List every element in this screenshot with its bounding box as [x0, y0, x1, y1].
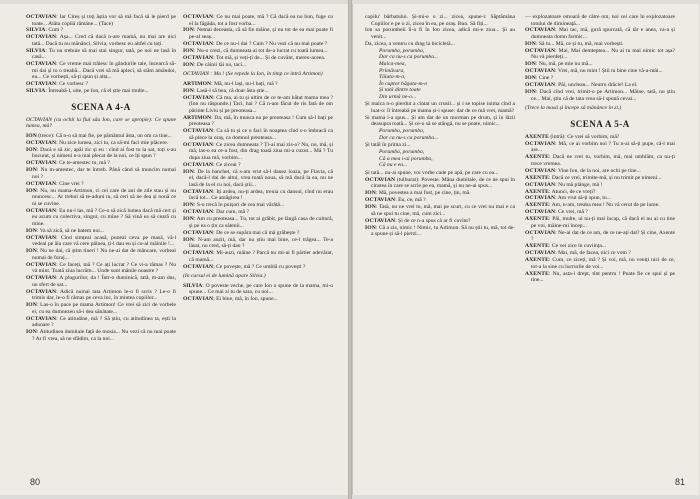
dialogue-line [183, 296, 333, 303]
speaker-name: OCTAVIAN [183, 128, 214, 135]
speaker-name: AXENTE [525, 270, 549, 277]
dialogue-text: : Nemai deceasta, că să fie mâine, și nu tot de ea mai poate fi pe-al seaș... [189, 27, 333, 41]
dialogue-line [26, 289, 176, 302]
dialogue-text: : Tot mă, și veți-ți de... Și de cuvânt, mereu-aceea. [213, 54, 326, 61]
speaker-name: OCTAVIAN [26, 14, 57, 20]
dialogue-line [26, 27, 176, 34]
speaker-name: OCTAVIAN [183, 14, 214, 20]
dialogue-text: : Am, n-am, treaba mea ! Nu vă cerut de pe lume. [548, 202, 660, 209]
dialogue-line [26, 248, 176, 261]
dialogue-line [26, 14, 176, 27]
dialogue-line [365, 142, 515, 149]
speaker-name: AXENTE [525, 133, 549, 140]
dialogue-line [26, 235, 176, 248]
dialogue-text: Da, zicea, a ventru cu drag la bicicletă... [365, 40, 455, 47]
dialogue-line [183, 216, 333, 229]
dialogue-text: : Da, mă, în munca ea pe preoteasa ! Cum să-l bați pe preoteasa ? [189, 114, 333, 128]
dialogue-line [525, 61, 675, 68]
dialogue-line [525, 209, 675, 216]
dialogue-text: : De ce se supăra mai că mă grăbește ? [213, 229, 300, 236]
dialogue-line [183, 128, 333, 141]
speaker-name: ION [183, 202, 194, 209]
left-column-1 [26, 14, 176, 343]
dialogue-line [183, 142, 333, 162]
speaker-name: OCTAVIAN [183, 296, 214, 303]
dialogue-line [365, 101, 515, 114]
speaker-name: OCTAVIAN [26, 315, 57, 322]
dialogue-line [26, 228, 176, 235]
dialogue-text: : Va să zică, să ne batem noi... [36, 227, 105, 234]
speaker-name: OCTAVIAN [525, 229, 556, 236]
dialogue-text: : S-o trecă în puișori de cea mai vărâtă... [193, 202, 285, 209]
dialogue-line [183, 48, 333, 55]
speaker-name: OCTAVIAN [183, 250, 214, 257]
dialogue-text: : Dacă cînd vrei, trimit-o pe Artimon... Mâine, tată, nu știu ce... Mai, știu că de tata vrea să-l spună cevai... [531, 89, 675, 102]
left-page [0, 4, 349, 495]
dialogue-line [525, 182, 675, 189]
dialogue-text: : Ce vorbesc ? [56, 81, 88, 88]
dialogue-line [183, 27, 333, 40]
dialogue-text: : Ca să tu și ce o faci în noaptea cînd s-o îmbracă ca să plece la oraș, ca domnul preoteasa... [189, 128, 333, 141]
dialogue-text: : Mai tac, mă, gură spurcată, că tăr e anea, va-a și dumneata domn farmic... [531, 27, 675, 41]
dialogue-line [525, 175, 675, 182]
speaker-name: ION [183, 61, 194, 68]
speaker-name: AXENTE [525, 188, 549, 195]
dialogue-text: : Păi, uncleau... Neutru drăcie! La el. [555, 82, 638, 89]
dialogue-text: : De ce nu-i dai ? Cum ? Nu vezi că nu mai poate ? [213, 40, 328, 47]
speaker-name: SILVIA [26, 47, 46, 54]
dialogue-text: : Vrei, mă, nu mint ! Știi tu bine cine vă-a-ntâi... [555, 68, 663, 75]
speaker-name: OCTAVIAN [26, 180, 57, 187]
speaker-name: ION [183, 27, 194, 34]
dialogue-line [26, 61, 176, 81]
dialogue-text: : Și de ce n-a spus că ar fi cuvînt? [395, 217, 471, 224]
verse-block: Porumba, porumba, Că a mea i-ai porumba, Că nu e ea... [379, 149, 433, 169]
stage-direction: (Trece la masă și începe să mănânce în zi.) [525, 105, 622, 112]
dialogue-line [183, 62, 333, 69]
speaker-name: OCTAVIAN [525, 47, 556, 54]
speaker-name: OCTAVIAN [183, 94, 214, 101]
dialogue-text: : Nu, nu mama-Artimon, ci cei care de ani de zile stau și nu muncesc... Ar trebui să te-aduni tu, să ceri să ne dea și nouă ce ni se cuvine. [32, 187, 176, 207]
dialogue-line [183, 95, 333, 115]
dialogue-line [26, 208, 176, 228]
dialogue-line [365, 14, 515, 27]
dialogue-line [183, 88, 333, 95]
dialogue-line [26, 316, 176, 329]
dialogue-line [183, 41, 333, 48]
dialogue-line [525, 257, 675, 270]
dialogue-text: : Nu, asta-i drept, tînt pentru ! Poate fie ce spui și pe tine... [531, 270, 675, 284]
dialogue-text: : Atunci, de ce vreți? [548, 188, 596, 195]
dialogue-line [365, 190, 515, 197]
dialogue-line [525, 243, 675, 250]
dialogue-text: Ion sa porumbeii îi-o fi în Ion zicea, adică mi-e ziua... Și au venit... [365, 27, 515, 41]
speaker-name: OCTAVIAN [26, 261, 57, 268]
speaker-name: OCTAVIAN [26, 34, 57, 41]
speaker-name: ION [525, 40, 536, 47]
stage-direction: OCTAVIAN : Ma ! (Se repede la Ion, în timp ce intră Artimon) [183, 71, 323, 78]
dialogue-text: : Cînd simțeai acasă, puneai ceva pe masă, vă-l vedeai pe ăla care vă cere pâinea, ți-l dau eu și cu-al mâinile !... [32, 234, 176, 248]
speaker-name: OCTAVIAN [183, 141, 214, 148]
dialogue-line [525, 168, 675, 175]
dialogue-line [365, 225, 515, 238]
dialogue-line [525, 189, 675, 196]
dialogue-line [183, 81, 333, 88]
dialogue-text: : Că a zis, nimic ! Nimic, tu Artimon. Să nu știi tu, mă, tot de-a spune și să-l pierzi... [371, 224, 515, 238]
speaker-name: ION [365, 204, 376, 211]
dialogue-line [525, 14, 675, 27]
speaker-name: ION [26, 302, 37, 309]
speaker-name: OCTAVIAN [365, 217, 396, 224]
dialogue-text: : Ce nu mai poate, mă ? Că dacă ea nu bun, fuge cu el la fâgăda, tot a fost vorba... [189, 14, 333, 27]
speaker-name: ION [183, 168, 194, 175]
dialogue-line [525, 271, 675, 284]
dialogue-line [525, 41, 675, 48]
dialogue-line [525, 134, 675, 141]
dialogue-line [26, 147, 176, 160]
speaker-name: ION [183, 236, 194, 243]
page-number-left: 80 [30, 477, 41, 487]
dialogue-text: : Cine ? [535, 75, 554, 82]
dialogue-text: : Eu, ce, mă ? [395, 197, 426, 204]
speaker-name: OCTAVIAN [183, 188, 214, 195]
dialogue-text: : Iți ardea, nu-ți ardea, treuia cu dansul, cînd nu erau încă tot... Ce amăgirea ! [189, 188, 333, 202]
dialogue-text: : De câinii tăi nu, taci... [193, 61, 247, 68]
speaker-name: AXENTE [525, 174, 549, 181]
speaker-name: OCTAVIAN [26, 207, 57, 214]
dialogue-text: : Așa... Cred că dacă n-are mamă, nu mai are nici tată... Dacă tu nu mănânci, Silvia, vorbesc eu altfel cu toți. [32, 34, 176, 47]
speaker-name: ION [26, 248, 37, 255]
stage-direction: OCTAVIAN (cu ochii la fiul său Ion, care se apropie): Ce spune lumea, mă? [26, 116, 176, 130]
verse-block: Porumba, porumba, Dar ca nu-s ca porumba... Maica-mea, Primăvara, Tăiata-m-o, În cuptor băgata-m-o Și tată dintre toate Din urmă ne-o... [379, 47, 439, 100]
speaker-name: OCTAVIAN [525, 209, 556, 216]
speaker-name: ARTIMON [183, 80, 212, 87]
dialogue-line [26, 88, 176, 95]
speaker-name: ION [183, 216, 194, 223]
dialogue-text: : Ce vrei, mă ? [555, 209, 588, 216]
dialogue-text: : Ne-ai dat de ce am, de ce ne-ați dat? Și cine, Axente ? [531, 229, 675, 243]
speaker-name: ION [26, 133, 37, 139]
speaker-name: OCTAVIAN [525, 140, 556, 147]
speaker-name: OCTAVIAN [365, 197, 396, 204]
dialogue-line [26, 181, 176, 188]
dialogue-text: : Nu m-amestec, dar te întreb. Până când să muncim numai noi ? [32, 167, 176, 180]
dialogue-text: : Iar Cireș și toți ăștia vor să mă facă să le pierd pe toate... Atâta copilă rămâne... (Tace) [32, 14, 176, 27]
dialogue-text: : Atitudinea dumitale față de mosia... Nu vezi că nu mai poate ? Ar fi vrea, să ne sfădim, ca la noi... [32, 329, 176, 342]
dialogue-line [26, 48, 176, 61]
dialogue-line [525, 195, 675, 202]
dialogue-line [525, 141, 675, 154]
speaker-name: AXENTE [525, 202, 549, 209]
dialogue-line [183, 162, 333, 169]
dialogue-text: Și tatăl în prima zi... [365, 142, 411, 149]
dialogue-text: : Tu nu trebuie să mai stai singur, tată, pe noi ne lasă în casă... [32, 47, 176, 61]
dialogue-line [365, 218, 515, 225]
speaker-name: OCTAVIAN [26, 275, 57, 282]
speaker-name: OCTAVIAN [183, 209, 214, 216]
speaker-name: SILVIA [183, 282, 203, 289]
dialogue-text: : Mă, povestea a mai fost, pe cine, țin, mă. [375, 190, 471, 197]
dialogue-text: : Cum ? [45, 27, 64, 34]
dialogue-line [183, 250, 333, 263]
dialogue-text: : Cine vrei ? [56, 180, 84, 187]
speaker-name: OCTAVIAN [525, 250, 556, 257]
dialogue-text: : Mă, nu-l lași, nu-l bați, mă ? [211, 80, 278, 87]
dialogue-line [26, 34, 176, 47]
dialogue-line [525, 250, 675, 257]
dialogue-text: : Ce vei zice în cuviința... [548, 243, 607, 250]
dialogue-line [26, 275, 176, 288]
dialogue-line [26, 81, 176, 88]
dialogue-text: : Lasă-l să bea, că doar ăsta știe... [193, 87, 269, 94]
dialogue-line [183, 209, 333, 216]
speaker-name: SILVIA [26, 27, 46, 34]
dialogue-text: : Dacă e să zic, apăi zic și eu : cînd ai fost tu la sat, toți s-au bucurat, și nimeni n-a mai plecat de la noi, ce îți spun ? [32, 146, 176, 160]
speaker-name: OCTAVIAN [26, 139, 57, 146]
dialogue-line [26, 329, 176, 342]
speaker-name: OCTAVIAN [183, 161, 214, 168]
speaker-name: AXENTE [525, 243, 549, 250]
scene-heading: SCENA A 5-A [570, 118, 630, 129]
speaker-name: OCTAVIAN [365, 176, 396, 183]
dialogue-line [26, 302, 176, 315]
dialogue-line [365, 27, 515, 40]
speaker-name: OCTAVIAN [26, 288, 57, 295]
speaker-name: OCTAVIAN [183, 40, 214, 47]
speaker-name: OCTAVIAN [183, 54, 214, 61]
dialogue-line [525, 48, 675, 61]
speaker-name: ION [183, 87, 194, 94]
dialogue-line [525, 202, 675, 209]
speaker-name: OCTAVIAN [26, 160, 57, 167]
dialogue-line [365, 41, 515, 48]
dialogue-text: : O poveste veche, pe care Ion o spune de la mama, mi-o spune... Ce mai zi tu de sara, cu noi... [189, 282, 333, 296]
dialogue-text: : Ce ziceai ? [213, 161, 241, 168]
dialogue-text: copilu' bărbatului. Și-mi-e o zi... zicea, spune-i: Săptămâna Copiilor e pe o zi, zicea în ea, pe oraș. Bun. Să fiți... [365, 14, 515, 27]
dialogue-text: : Întreabă-l, uite, pe Ion, că el știe mai multe... [45, 88, 149, 95]
dialogue-text: : Ce zicea dumneata ? Ți-ai mai zis-o? Nu, nu, mă, și mă, las-o ea ce-a fost, din drag toată ziua mi-a cuzut... Mă ? Tu dupa ziua mă, vorbim... [189, 141, 333, 161]
dialogue-line [525, 27, 675, 40]
speaker-name: ION [525, 61, 536, 68]
dialogue-line [183, 189, 333, 202]
dialogue-text: : A plugurilor, da ! Într-o duminică, tată, m-am dus, un sfert de sat... [32, 275, 176, 288]
dialogue-text: : Ce povește, mă ? Ce umblă cu povești ? [213, 263, 306, 270]
dialogue-text: : Ce atitudine, mă ? Să știu, cu atitudinea ta, ești la adunare ? [32, 315, 176, 329]
speaker-name: OCTAVIAN [525, 167, 556, 174]
dialogue-text: : Ce te-amestec tu, mă ? [56, 160, 110, 167]
dialogue-line [525, 75, 675, 82]
speaker-name: ION [26, 329, 37, 336]
dialogue-text: : Nu mă plânge, mă ! [555, 181, 603, 188]
dialogue-line [26, 160, 176, 167]
dialogue-text: : Cum, ce ziceți, mă ? Și voi, mă, nu veniți nici de ce, tot-a la sine cu lucrurile de voi... [531, 257, 675, 270]
dialogue-line [183, 115, 333, 128]
right-page [352, 4, 699, 495]
dialogue-line [525, 216, 675, 229]
dialogue-line [183, 237, 333, 250]
scene-heading: SCENA A 4-A [71, 101, 131, 112]
dialogue-line [183, 169, 333, 189]
dialogue-text: — explozatoare omoară de către om, noi cei care în explozatoare totului de dimineață... [525, 14, 675, 27]
dialogue-line [365, 115, 515, 128]
speaker-name: OCTAVIAN [26, 81, 57, 88]
speaker-name: OCTAVIAN [183, 263, 214, 270]
speaker-name: ION [365, 224, 376, 231]
dialogue-text: Și tată... nu-ai spune, voi vorbe cade pe apă, pe care cu ea... [365, 169, 499, 176]
dialogue-text: (trece): Că n-o să mai fie, pe pământul ăsta, un om ca tine... [36, 133, 172, 139]
dialogue-line [183, 202, 333, 209]
dialogue-line [26, 140, 176, 147]
dialogue-text: : Vine Ion, de la noi, are ochi pe tine... [555, 167, 641, 174]
dialogue-text: : Am vrut să-ți spun, tu... [555, 195, 611, 202]
speaker-name: OCTAVIAN [525, 68, 556, 75]
dialogue-text: : Dar cum, mă ? [213, 209, 250, 216]
dialogue-line [365, 204, 515, 217]
dialogue-line [525, 154, 675, 167]
right-column-2 [525, 14, 675, 284]
dialogue-text: : Las-o în pace pe mama Artimon! Ce vrei să zici de vorbele ei, cu ea dumnezeu să-i dea sănătate... [32, 302, 176, 315]
dialogue-line [183, 14, 333, 27]
dialogue-text: : Mi-auzi, mâine ? Parcă nu mi-ai fi pârtier adevărat, că mamă... [189, 250, 333, 263]
dialogue-line [525, 89, 675, 102]
dialogue-text: (intră): Ce vrei să vorbim, mă? [548, 133, 620, 140]
speaker-name: OCTAVIAN [183, 229, 214, 236]
dialogue-text: : Că ma, ai tu și ultim de ce te-am bătut mama mea ? (Ion nu răspunde.) Taci, hai ? Că n-am făcut de ris fată de om pârinte Liviu și pe preoteasa... [189, 94, 333, 114]
dialogue-line [525, 230, 675, 243]
speaker-name: AXENTE [525, 257, 549, 264]
dialogue-text: : Să tu... Mă, ce și tu, mă, mai vorbești. [535, 40, 624, 47]
right-column-1 [365, 14, 515, 238]
dialogue-text: : N-am auzit, mă, dar nu știu mai bine, ce-l trăgea... Te-a lăsat, nu cred, să-ți dau ? [189, 236, 333, 250]
dialogue-line [26, 133, 176, 140]
dialogue-line [183, 264, 333, 271]
dialogue-line [183, 283, 333, 296]
speaker-name: ION [26, 227, 37, 234]
dialogue-text: : Păi, multe, ui nu-ți mai încap, că dacă ei nu ai cu tine pe voi, mâine-mi încep... [531, 216, 675, 229]
speaker-name: OCTAVIAN [26, 61, 57, 68]
dialogue-line [183, 55, 333, 62]
dialogue-text: : Dacă ce vrei, trimite-mă, și nu trimit pe nimeni... [548, 174, 662, 181]
speaker-name: ION [183, 47, 194, 54]
left-column-2 [183, 14, 333, 303]
speaker-name: SILVIA [26, 88, 46, 95]
dialogue-line [183, 230, 333, 237]
speaker-name: AXENTE [525, 216, 549, 223]
dialogue-text: : Am cu preoteasa... Tu, tot ai grăbit, pe lângă casa de cultură, și pe ea o țin ca sătenii... [189, 216, 333, 229]
dialogue-text: : Mă, ce ai vorbim noi ? Tu n-ai să-ți pupe, că-l mai are... [531, 140, 675, 154]
speaker-name: ION [26, 167, 37, 174]
dialogue-line [26, 188, 176, 208]
speaker-name: ARTIMON [183, 114, 212, 121]
speaker-name: OCTAVIAN [525, 82, 556, 89]
dialogue-text: : Tată, nu ne vrei tu, mă, mai pe scurt, cu ce vrei nu mai e ca să ne spui tu cine, mă, cum zici... [371, 204, 515, 217]
dialogue-text: : Nu, mă, pe mie nu mă... [535, 61, 593, 68]
dialogue-text: : Nu ne dai, că știm tineri ! Nu ne-ai dat de mâncare, vorbeai numai de furaj... [32, 248, 176, 261]
dialogue-text: : Dacă ne vrei tu, vorbim, mă, mai umblăm, ca nu-ți trece vremea. [531, 154, 675, 167]
speaker-name: AXENTE [525, 154, 549, 161]
dialogue-text: : Mai, Mai demteptea... Nu ai tu mai nimic tot așa? Nu vă pierdeți... [531, 47, 675, 61]
speaker-name: OCTAVIAN [26, 234, 57, 241]
dialogue-line [26, 167, 176, 180]
dialogue-text: : Ei bine, mă, în Ion, spune... [213, 296, 278, 303]
speaker-name: ION [365, 190, 376, 197]
dialogue-line [26, 262, 176, 275]
dialogue-text: : Adică numai tata Artimon le-o fi scris ? Le-o fi trimis dar, le-o fi rămas pe ceva loc, în mintea copiilor... [32, 288, 176, 302]
dialogue-text: : Nu-o crezi, că dumneata ai tot de-a lucrat cu toată lumea... [193, 47, 328, 54]
dialogue-line [525, 68, 675, 75]
speaker-name: ION [525, 89, 536, 96]
dialogue-text: : Ce faceți, mă ? Ce ați lucrat ? Ce vi-a rămas ? Nu vă mint. Toată ziua lucrăm... Unde sunt mânile noastre ? [32, 261, 176, 275]
speaker-name: OCTAVIAN [525, 195, 556, 202]
speaker-name: ION [525, 75, 536, 82]
dialogue-text: : Nu zice lumea, zici tu, ca să-mi faci mie plăcere. [56, 139, 169, 146]
dialogue-line [365, 170, 515, 177]
dialogue-line [365, 177, 515, 190]
stage-direction: (In cursul ei de lumină apare Silvia.) [183, 273, 266, 280]
speaker-name: ION [26, 146, 37, 153]
dialogue-text: Și maica n-o pierdut a cîntat un crusil... și i se topise inima cînd a luat-o: îl întreabă pe mama și-i spuse: dar de ce mă vrei, mamă? [365, 101, 515, 114]
speaker-name: OCTAVIAN [525, 27, 556, 34]
dialogue-text: : Ce vreme mai trăiesc în gândurile tale, încearcă să-mi dai și tu o treabă... Dacă vrei să mă apleci, să stăm amândoi, eu... Ce vorbești, să-ți spun și alta... [32, 61, 176, 81]
page-number-right: 81 [674, 477, 685, 487]
dialogue-text: : De la banchet, că s-am vrut să-l danez loaza, pe Flavia, că el, dacă-l dai de altul, vrea toată noua, să mă ducă la ea, nu ne lasă de la el cu noi, dacă știi... [189, 168, 333, 188]
verse-block: Porumba, porumba, Dar ca nu-s ca porumba... [379, 128, 439, 141]
dialogue-text: Si mama i-a spus... Și am dat de un morman pe drum, și în lăzii deasupra toată... Și ce-o să se stângă, nu se poate, nimic... [365, 114, 515, 128]
dialogue-text: : Eu nu-l las, mă ? Ce-o să zică lumea dacă mă cert și eu acum cu colectiva, singur, cu mine ? Să vină ea să ceară cu mine. [32, 207, 176, 227]
dialogue-line [365, 197, 515, 204]
speaker-name: ION [26, 187, 37, 194]
speaker-name: OCTAVIAN [525, 181, 556, 188]
dialogue-line [525, 82, 675, 89]
dialogue-text: (tulburat): Poveste. Mâna dumitale, de ce ne spui în cinstea în care se scrie pe ea, mamă, și nu ne-ai spus... [371, 176, 515, 190]
dialogue-text: : Mai, mă, de facea, nici ce vom ? [555, 250, 631, 257]
